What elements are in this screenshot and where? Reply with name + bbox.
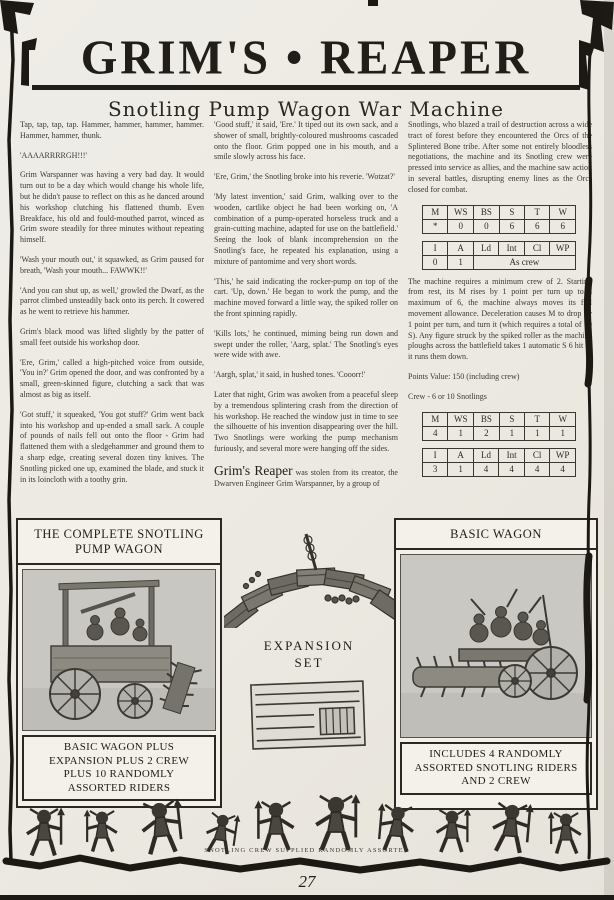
lead-paragraph (214, 464, 398, 490)
stat-value: 0 (448, 219, 474, 233)
stat-value: 6 (525, 219, 550, 233)
stat-value: 0 (423, 255, 448, 269)
paragraph: Grim's black mood was lifted slightly by the patter of small feet outside his workshop door. (20, 326, 204, 347)
stat-header: I (423, 241, 448, 255)
lead-rest: was stolen from its creator, the Dwarven Engineer Grim Warspanner, by a group of (214, 467, 398, 488)
stat-header: BS (474, 205, 500, 219)
stat-value: 1 (499, 426, 524, 440)
stat-header: WS (448, 205, 474, 219)
caption-line: EXPANSION PLUS 2 CREW (48, 754, 190, 767)
rules-paragraph: The machine requires a minimum crew of 2. Starting from rest, its M rises by 1 point per turn up to a maximum of 6, the machine always moves its full movement allowance. Deceleration causes M to drop by 1 point per turn, and turn it (which requires a total of 10 S). Any figure struck by the spiked roller as the machine ploughs across the battlefield takes 1 automatic S 6 hit as it runs them down. (408, 276, 592, 362)
story-column-3 (408, 120, 592, 498)
machine-stat-table-lower (422, 241, 576, 270)
expansion-set-label (224, 637, 394, 671)
title-rule (32, 85, 580, 90)
stat-value: 1 (448, 426, 474, 440)
stat-header: WP (550, 448, 576, 462)
stat-header: W (550, 205, 576, 219)
stat-header: Cl (524, 241, 549, 255)
pump-wagon-photo (22, 569, 216, 731)
stat-header: I (423, 448, 448, 462)
expansion-parts-illustration (224, 520, 394, 628)
page-number: 27 (298, 872, 316, 891)
caption-line: AND 2 CREW (461, 775, 531, 787)
paragraph: 'Aargh, splat,' it said, in hushed tones. 'Cooorr!' (214, 370, 366, 380)
stat-header: A (448, 448, 473, 462)
stat-value: 4 (550, 462, 576, 476)
stat-header: M (423, 205, 448, 219)
stat-header: Ld (473, 241, 499, 255)
stat-value: 4 (423, 426, 448, 440)
stat-header: A (448, 241, 473, 255)
title-line: BASIC WAGON (450, 527, 542, 541)
stat-header: W (550, 412, 576, 426)
paragraph: Later that night, Grim was awoken from a peaceful sleep by a tremendous splintering crash from the direction of his workshop. He reached the window just in time to see the silhouette of his invention disappearing over the hill. Two Snotlings were working the pump mechanism furiously, and several more were hanging off the sides. (214, 389, 398, 453)
stat-value: 6 (499, 219, 524, 233)
stat-value: 4 (524, 462, 549, 476)
stat-header: BS (474, 412, 500, 426)
title-line: PUMP WAGON (74, 542, 163, 556)
page-subtitle: Snotling Pump Wagon War Machine (107, 97, 505, 121)
label-line: EXPANSION (263, 638, 355, 653)
stat-value: 1 (550, 426, 576, 440)
right-box-title (396, 520, 596, 550)
basic-wagon-box (394, 518, 598, 810)
caption-line: INCLUDES 4 RANDOMLY (429, 748, 563, 760)
stat-value: 0 (474, 219, 500, 233)
complete-pump-wagon-box (16, 518, 222, 808)
stat-value: * (423, 219, 448, 233)
page-title: GRIM'S • REAPER (80, 30, 532, 86)
story-columns (20, 120, 592, 498)
figures-caption: SNOTLING CREW SUPPLIED RANDOMLY ASSORTED (204, 847, 410, 854)
right-box-caption (400, 742, 592, 795)
stat-header: WS (448, 412, 474, 426)
crew-stat-table-lower (422, 448, 576, 477)
caption-line: PLUS 10 RANDOMLY (63, 768, 175, 780)
masthead (30, 30, 582, 121)
caption-line: BASIC WAGON PLUS (63, 741, 175, 753)
paragraph: 'AAAARRRRGH!!!' (20, 150, 87, 160)
machine-stat-table-upper (422, 205, 576, 234)
stat-header: Int (499, 241, 525, 255)
paragraph: Snotlings, who blazed a trail of destruction across a wide tract of forest before they encountered the Orcs of the Splintered Bone tribe. After some not entirely bloodless negotiations, the machine and its Snotling crew were pressed into service as allies, and the machine saw action in several battles, disrupting enemy lines as the Orcs closed for combat. (408, 120, 592, 194)
stat-header: Ld (473, 448, 499, 462)
stat-header: S (499, 412, 524, 426)
basic-wagon-photo-illustration (401, 555, 591, 737)
crew-stat-table-upper (422, 412, 576, 441)
stat-value: 1 (525, 426, 550, 440)
stat-value: 2 (474, 426, 500, 440)
pump-wagon-photo-illustration (23, 570, 215, 730)
paragraph: 'Good stuff,' it said, 'Ere.' It tiped out its own sack, and a shower of small, brightly-coloured mushrooms cascaded onto the floor. Grim popped one in his mouth, and a smile slowly across his face. (214, 120, 398, 162)
stat-value: 6 (550, 219, 576, 233)
stat-header: T (525, 205, 550, 219)
stat-header: Int (499, 448, 525, 462)
stat-header: Cl (524, 448, 549, 462)
paragraph: 'And you can shut up, as well,' growled the Dwarf, as the parrot climbed unsteadily back onto its perch. It cowered as he went to retrieve his hammer. (20, 285, 204, 317)
story-column-1 (20, 120, 204, 498)
title-line: THE COMPLETE SNOTLING (34, 527, 204, 541)
lead-title: Grim's Reaper (214, 462, 293, 478)
paragraph: 'This,' he said indicating the rocker-pump on top of the cart. 'Up, down.' He began to work the pump, and the machine moved forward a little way, the spiked roller on the front spinning rapidly. (214, 276, 398, 318)
paragraph: Tap, tap, tap, tap. Hammer, hammer, hammer, hammer. Hammer, hammer, thunk. (20, 120, 204, 140)
left-box-title (18, 520, 220, 565)
caption-line: ASSORTED RIDERS (67, 781, 171, 794)
stat-value: 1 (448, 462, 473, 476)
stat-value-as-crew: As crew (473, 255, 575, 269)
story-column-2 (214, 120, 398, 498)
stat-header: S (499, 205, 524, 219)
expansion-sprue-illustration (244, 677, 374, 755)
paragraph: 'Got stuff,' it squeaked, 'You got stuff?' Grim went back into his workshop and up-ended a small sack. A couple of pounds of nails fell out onto the floor - Grim had flattened them with a sledgehammer and ground them to a sharp edge, creating several dozen tiny knives. The Snotling picked one up, examined the blade, and stuck it in its loincloth with a toothy grin. (20, 409, 204, 484)
paragraph: 'Ere, Grim,' called a high-pitched voice from outside, 'You in?' Grim opened the door, and was confronted by a small, green-skinned figure, clutching a sack that was almost as big as itself. (20, 357, 204, 399)
stat-value: 3 (423, 462, 448, 476)
paragraph: 'Kills lots,' he continued, miming being run down and swept under the roller, 'Aarg, splat.' The Snotling's eyes were wide with awe. (214, 328, 398, 360)
caption-line: ASSORTED SNOTLING RIDERS (414, 761, 578, 774)
stat-header: T (525, 412, 550, 426)
paragraph: 'Ere, Grim,' the Snotling broke into his reverie. 'Wotzat?' (214, 172, 395, 182)
crew-line: Crew - 6 or 10 Snotlings (408, 391, 487, 401)
paragraph: 'Wash your mouth out,' it squawked, as Grim paused for breath, 'Wash your mouth... FAWWK!!' (20, 254, 204, 275)
stat-value: 4 (473, 462, 499, 476)
stat-header: M (423, 412, 448, 426)
paragraph: Grim Warspanner was having a very bad day. It would turn out to be a day which would change his whole life, but he didn't pause to reflect on this as he danced around his workshop clutching his flattened thumb. Even Breakface, his old and fould-mouthed parrot, winced as Grim swore steadily for three minutes without repeating himself. (20, 170, 204, 245)
stat-value: 4 (499, 462, 525, 476)
points-value: Points Value: 150 (including crew) (408, 371, 520, 381)
stat-header: WP (550, 241, 576, 255)
basic-wagon-photo (400, 554, 592, 738)
paragraph: 'My latest invention,' said Grim, walking over to the wooden, cartlike object he had been working on, 'A combination of a pump-operated horseless truck and a grain-cutting machine, adapted for use on the battlefield.' Seeing the look of blank incomprehension on the Snotling's face, he repeated his explanation, using a mixture of pantomime and very short words. (214, 191, 398, 266)
expansion-set-section (224, 520, 394, 760)
label-line: SET (294, 655, 324, 670)
stat-value: 1 (448, 255, 473, 269)
